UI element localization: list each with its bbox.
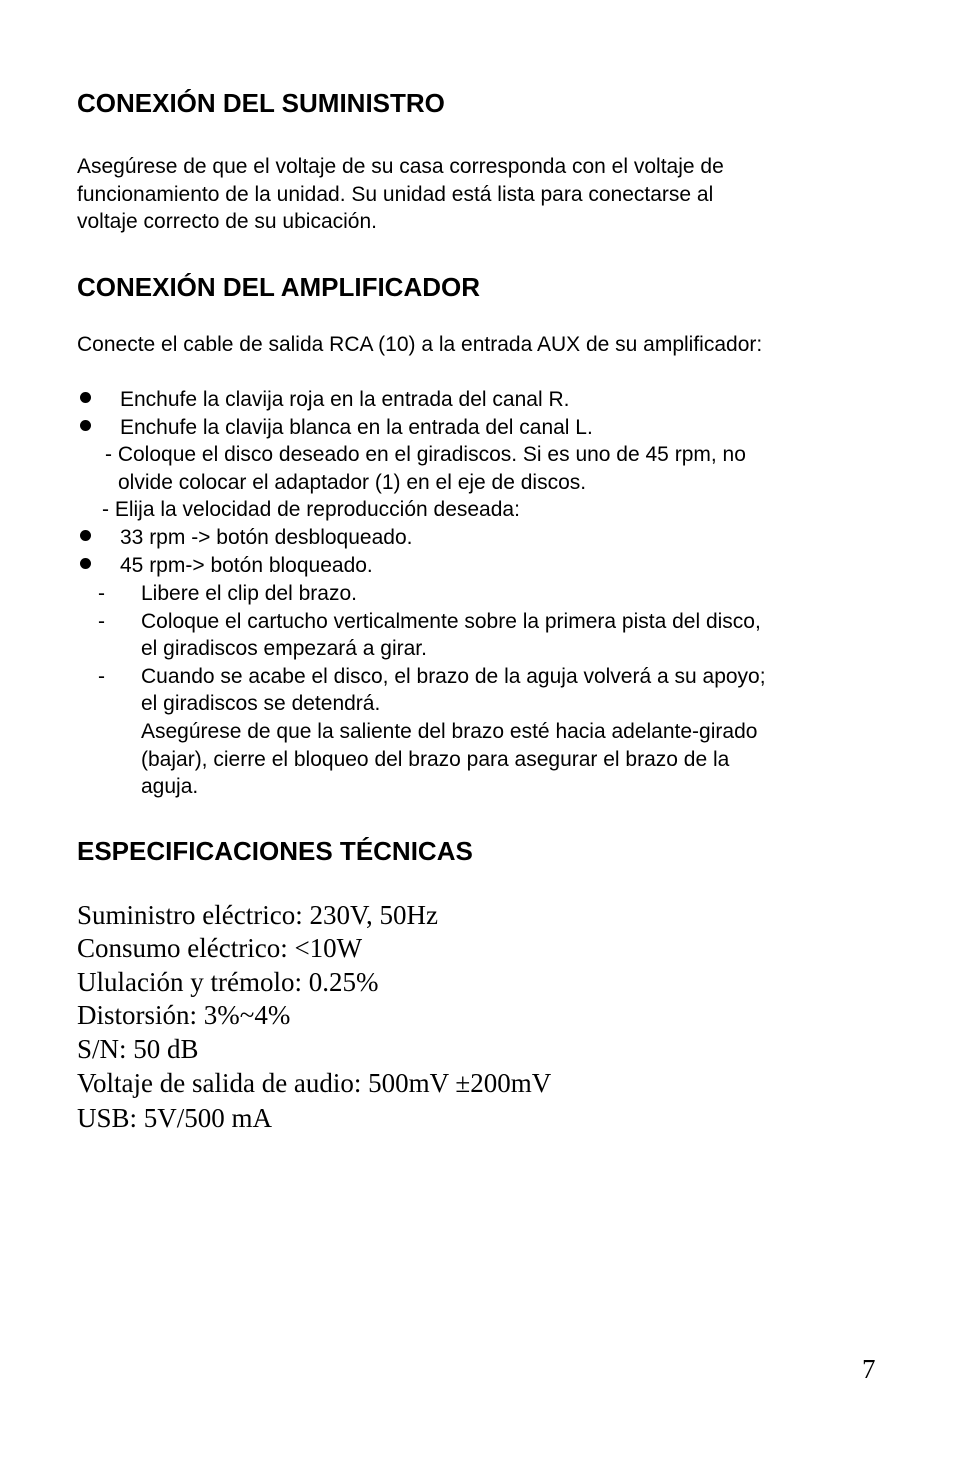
dash-marker: -	[98, 665, 105, 688]
dash-marker: -	[98, 582, 105, 605]
spec-line: Suministro eléctrico: 230V, 50Hz	[77, 900, 438, 930]
step-line: Libere el clip del brazo.	[141, 582, 357, 605]
bullet-icon	[80, 420, 91, 431]
amplifier-intro: Conecte el cable de salida RCA (10) a la entrada AUX de su amplificador:	[77, 333, 763, 356]
section-heading-specs: ESPECIFICACIONES TÉCNICAS	[77, 836, 473, 866]
list-item: Enchufe la clavija roja en la entrada del canal R.	[120, 388, 570, 411]
list-item: 33 rpm -> botón desbloqueado.	[120, 526, 413, 549]
power-paragraph-line-1: Asegúrese de que el voltaje de su casa corresponda con el voltaje de	[77, 155, 724, 178]
bullet-icon	[80, 392, 91, 403]
spec-line: Consumo eléctrico: <10W	[77, 933, 363, 963]
spec-line: Ululación y trémolo: 0.25%	[77, 967, 379, 997]
spec-line: S/N: 50 dB	[77, 1034, 199, 1064]
step-line: Coloque el cartucho verticalmente sobre la primera pista del disco,	[141, 610, 761, 633]
step-line: el giradiscos empezará a girar.	[141, 637, 427, 660]
step-line: Asegúrese de que la saliente del brazo esté hacia adelante-girado	[141, 720, 758, 743]
list-item: Enchufe la clavija blanca en la entrada del canal L.	[120, 416, 593, 439]
step-line: aguja.	[141, 775, 199, 798]
step-line: (bajar), cierre el bloqueo del brazo para asegurar el brazo de la	[141, 748, 730, 771]
spec-line: Voltaje de salida de audio: 500mV ±200mV	[77, 1068, 552, 1098]
spec-line: Distorsión: 3%~4%	[77, 1000, 291, 1030]
step-line: el giradiscos se detendrá.	[141, 692, 381, 715]
power-paragraph-line-3: voltaje correcto de su ubicación.	[77, 210, 377, 233]
list-item: 45 rpm-> botón bloqueado.	[120, 554, 373, 577]
note-line: - Elija la velocidad de reproducción deseada:	[102, 498, 520, 521]
dash-marker: -	[98, 610, 105, 633]
spec-line: USB: 5V/500 mA	[77, 1103, 273, 1133]
power-paragraph-line-2: funcionamiento de la unidad. Su unidad está lista para conectarse al	[77, 183, 714, 206]
bullet-icon	[80, 530, 91, 541]
note-line: olvide colocar el adaptador (1) en el eje de discos.	[118, 471, 587, 494]
bullet-icon	[80, 558, 91, 569]
page-number: 7	[862, 1354, 876, 1384]
step-line: Cuando se acabe el disco, el brazo de la aguja volverá a su apoyo;	[141, 665, 766, 688]
section-heading-power: CONEXIÓN DEL SUMINISTRO	[77, 88, 445, 118]
note-line: - Coloque el disco deseado en el giradiscos. Si es uno de 45 rpm, no	[105, 443, 746, 466]
section-heading-amplifier: CONEXIÓN DEL AMPLIFICADOR	[77, 272, 481, 302]
